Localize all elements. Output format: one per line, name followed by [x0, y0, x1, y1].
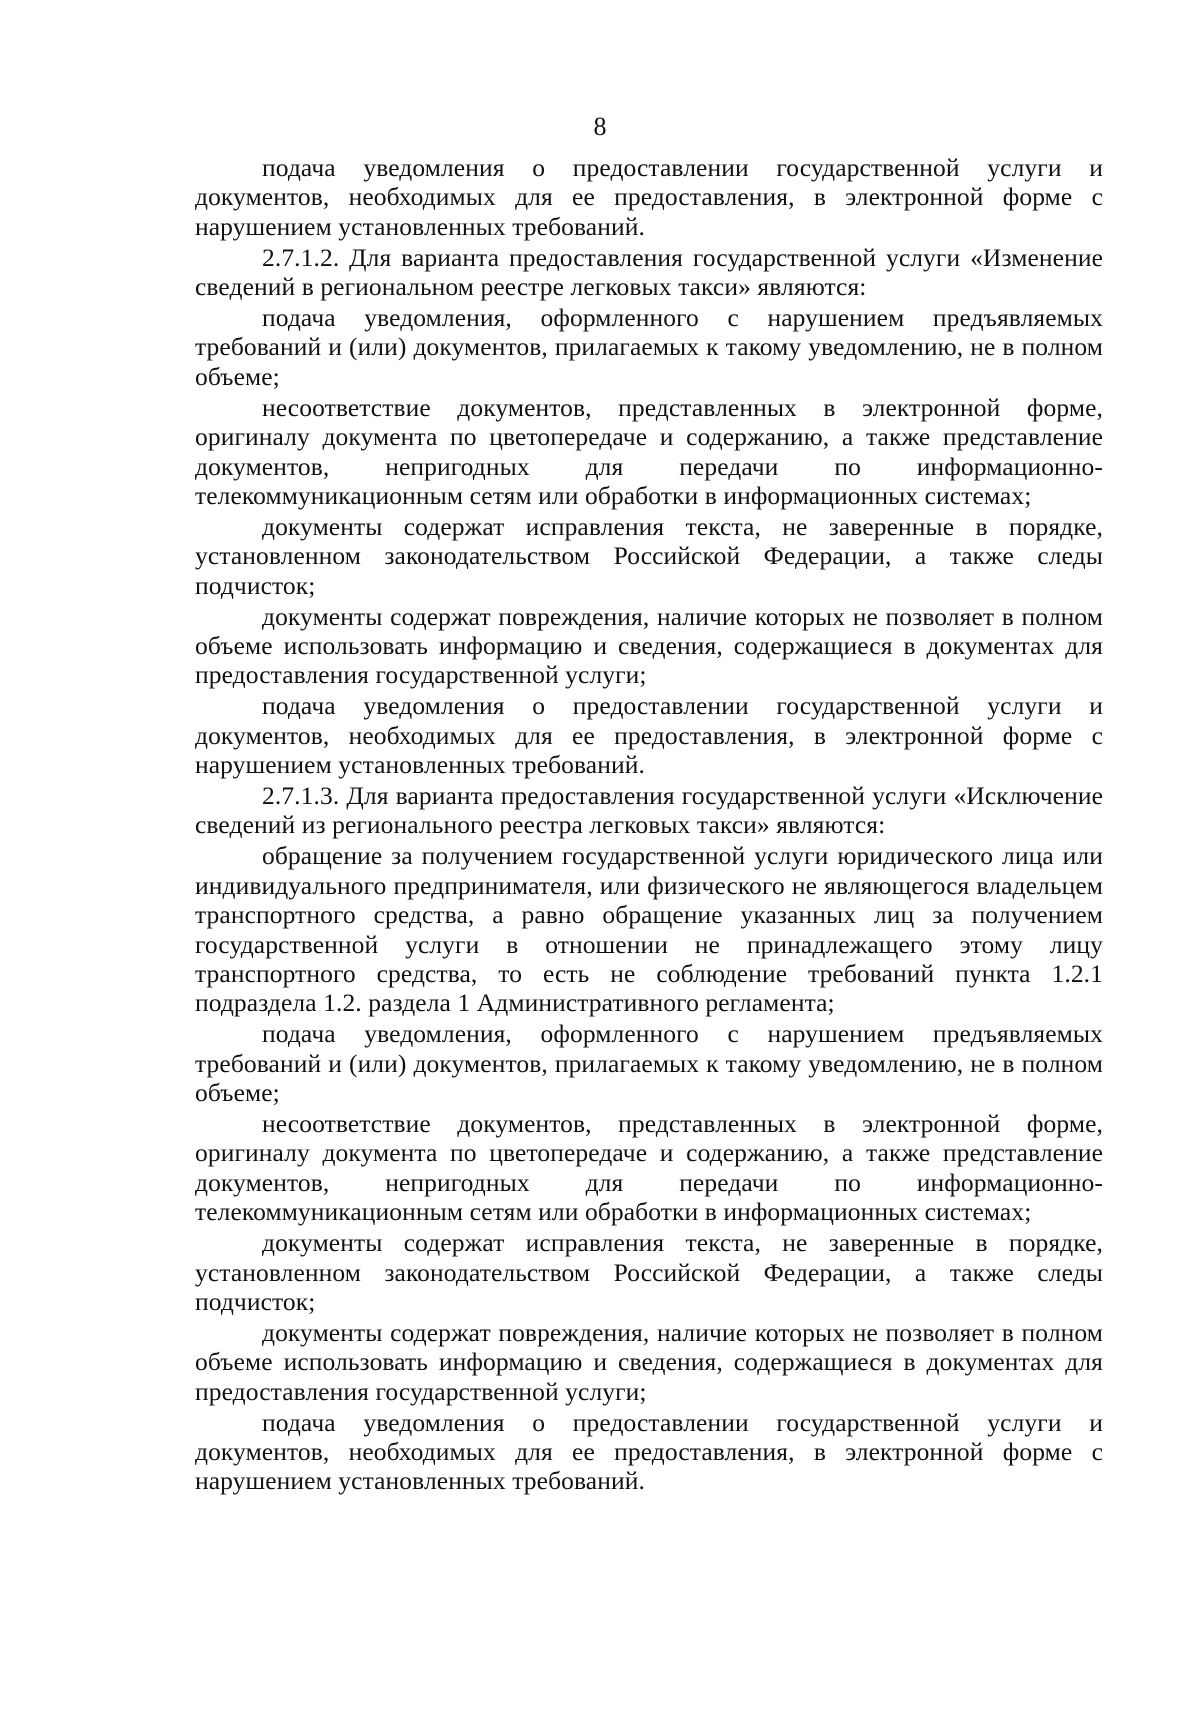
paragraph-text-corrections: документы содержат исправления текста, не заверенные в порядке, установленном законодательством Российской Федерации, а также следы подчисток; [195, 1228, 1103, 1316]
document-body [195, 153, 1103, 1497]
paragraph-notice-violation: подача уведомления о предоставлении государственной услуги и документов, необходимых для ее предоставления, в электронной форме с нарушением установленных требований. [195, 153, 1103, 241]
page-number: 8 [593, 112, 607, 141]
paragraph-2-7-1-3-heading: 2.7.1.3. Для варианта предоставления государственной услуги «Исключение сведений из регионального реестра легковых такси» являются: [195, 781, 1103, 840]
paragraph-electronic-mismatch: несоответствие документов, представленных в электронной форме, оригиналу документа по цветопередаче и содержанию, а также представление документов, непригодных для передачи по информационно-телекоммуникационным сетям или обработки в информационных системах; [195, 392, 1103, 510]
paragraph-document-damage: документы содержат повреждения, наличие которых не позволяет в полном объеме использовать информацию и сведения, содержащиеся в документах для предоставления государственной услуги; [195, 1317, 1103, 1406]
paragraph-2-7-1-2-heading: 2.7.1.2. Для варианта предоставления государственной услуги «Изменение сведений в региональном реестре легковых такси» являются: [195, 242, 1103, 302]
paragraph-notice-violation: подача уведомления о предоставлении государственной услуги и документов, необходимых для ее предоставления, в электронной форме с нарушением установленных требований. [195, 691, 1103, 780]
paragraph-incomplete-documents: подача уведомления, оформленного с нарушением предъявляемых требований и (или) документов, прилагаемых к такому уведомлению, не в полном объеме; [195, 303, 1103, 391]
paragraph-incomplete-documents: подача уведомления, оформленного с нарушением предъявляемых требований и (или) документов, прилагаемых к такому уведомлению, не в полном объеме; [195, 1019, 1103, 1108]
paragraph-document-damage: документы содержат повреждения, наличие которых не позволяет в полном объеме использовать информацию и сведения, содержащиеся в документах для предоставления государственной услуги; [195, 601, 1103, 690]
paragraph-electronic-mismatch: несоответствие документов, представленных в электронной форме, оригиналу документа по цветопередаче и содержанию, а также представление документов, непригодных для передачи по информационно-телекоммуникационным сетям или обработки в информационных системах; [195, 1109, 1103, 1227]
paragraph-notice-violation: подача уведомления о предоставлении государственной услуги и документов, необходимых для ее предоставления, в электронной форме с нарушением установленных требований. [195, 1407, 1103, 1496]
paragraph-not-owner-request: обращение за получением государственной услуги юридического лица или индивидуального предпринимателя, или физического не являющегося владельцем транспортного средства, а равно обращение указанных лиц за получением государственной услуги в отношении не принадлежащего этому лицу транспортного средства, то есть не соблюдение требований пункта 1.2.1 подраздела 1.2. раздела 1 Административного регламента; [195, 841, 1103, 1018]
paragraph-text-corrections: документы содержат исправления текста, не заверенные в порядке, установленном законодательством Российской Федерации, а также следы подчисток; [195, 511, 1103, 600]
